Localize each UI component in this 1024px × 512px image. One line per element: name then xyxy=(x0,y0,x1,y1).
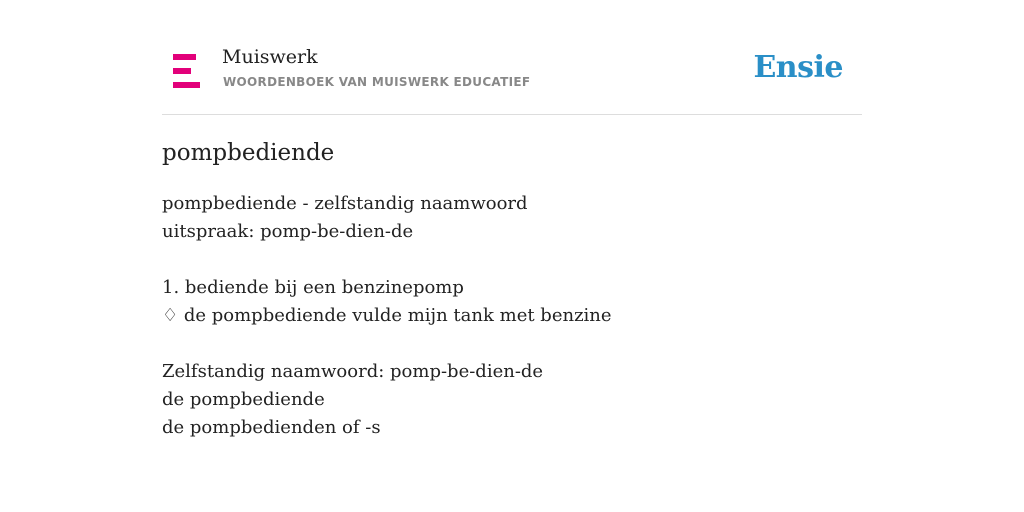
entry-line: ♢ de pompbediende vulde mijn tank met benzine xyxy=(162,305,612,326)
site-header xyxy=(162,0,862,115)
logo-bar xyxy=(173,54,196,60)
entry-line: 1. bediende bij een benzinepomp xyxy=(162,277,464,298)
ensie-logo[interactable]: Ensie xyxy=(753,50,843,85)
entry-line: pompbediende - zelfstandig naamwoord xyxy=(162,193,528,214)
entry-body xyxy=(162,190,862,442)
entry-line: uitspraak: pomp-be-dien-de xyxy=(162,221,414,242)
dictionary-entry xyxy=(162,136,862,442)
muiswerk-logo-icon[interactable] xyxy=(173,54,200,88)
entry-title: pompbediende xyxy=(162,140,335,166)
entry-line: de pompbedienden of -s xyxy=(162,417,381,438)
entry-line xyxy=(162,330,862,358)
publisher-name[interactable]: Muiswerk xyxy=(222,46,318,68)
entry-line xyxy=(162,246,862,274)
entry-line: de pompbediende xyxy=(162,389,325,410)
publisher-subtitle: WOORDENBOEK VAN MUISWERK EDUCATIEF xyxy=(223,75,531,89)
logo-bar xyxy=(173,82,200,88)
entry-line: Zelfstandig naamwoord: pomp-be-dien-de xyxy=(162,361,544,382)
logo-bar xyxy=(173,68,191,74)
